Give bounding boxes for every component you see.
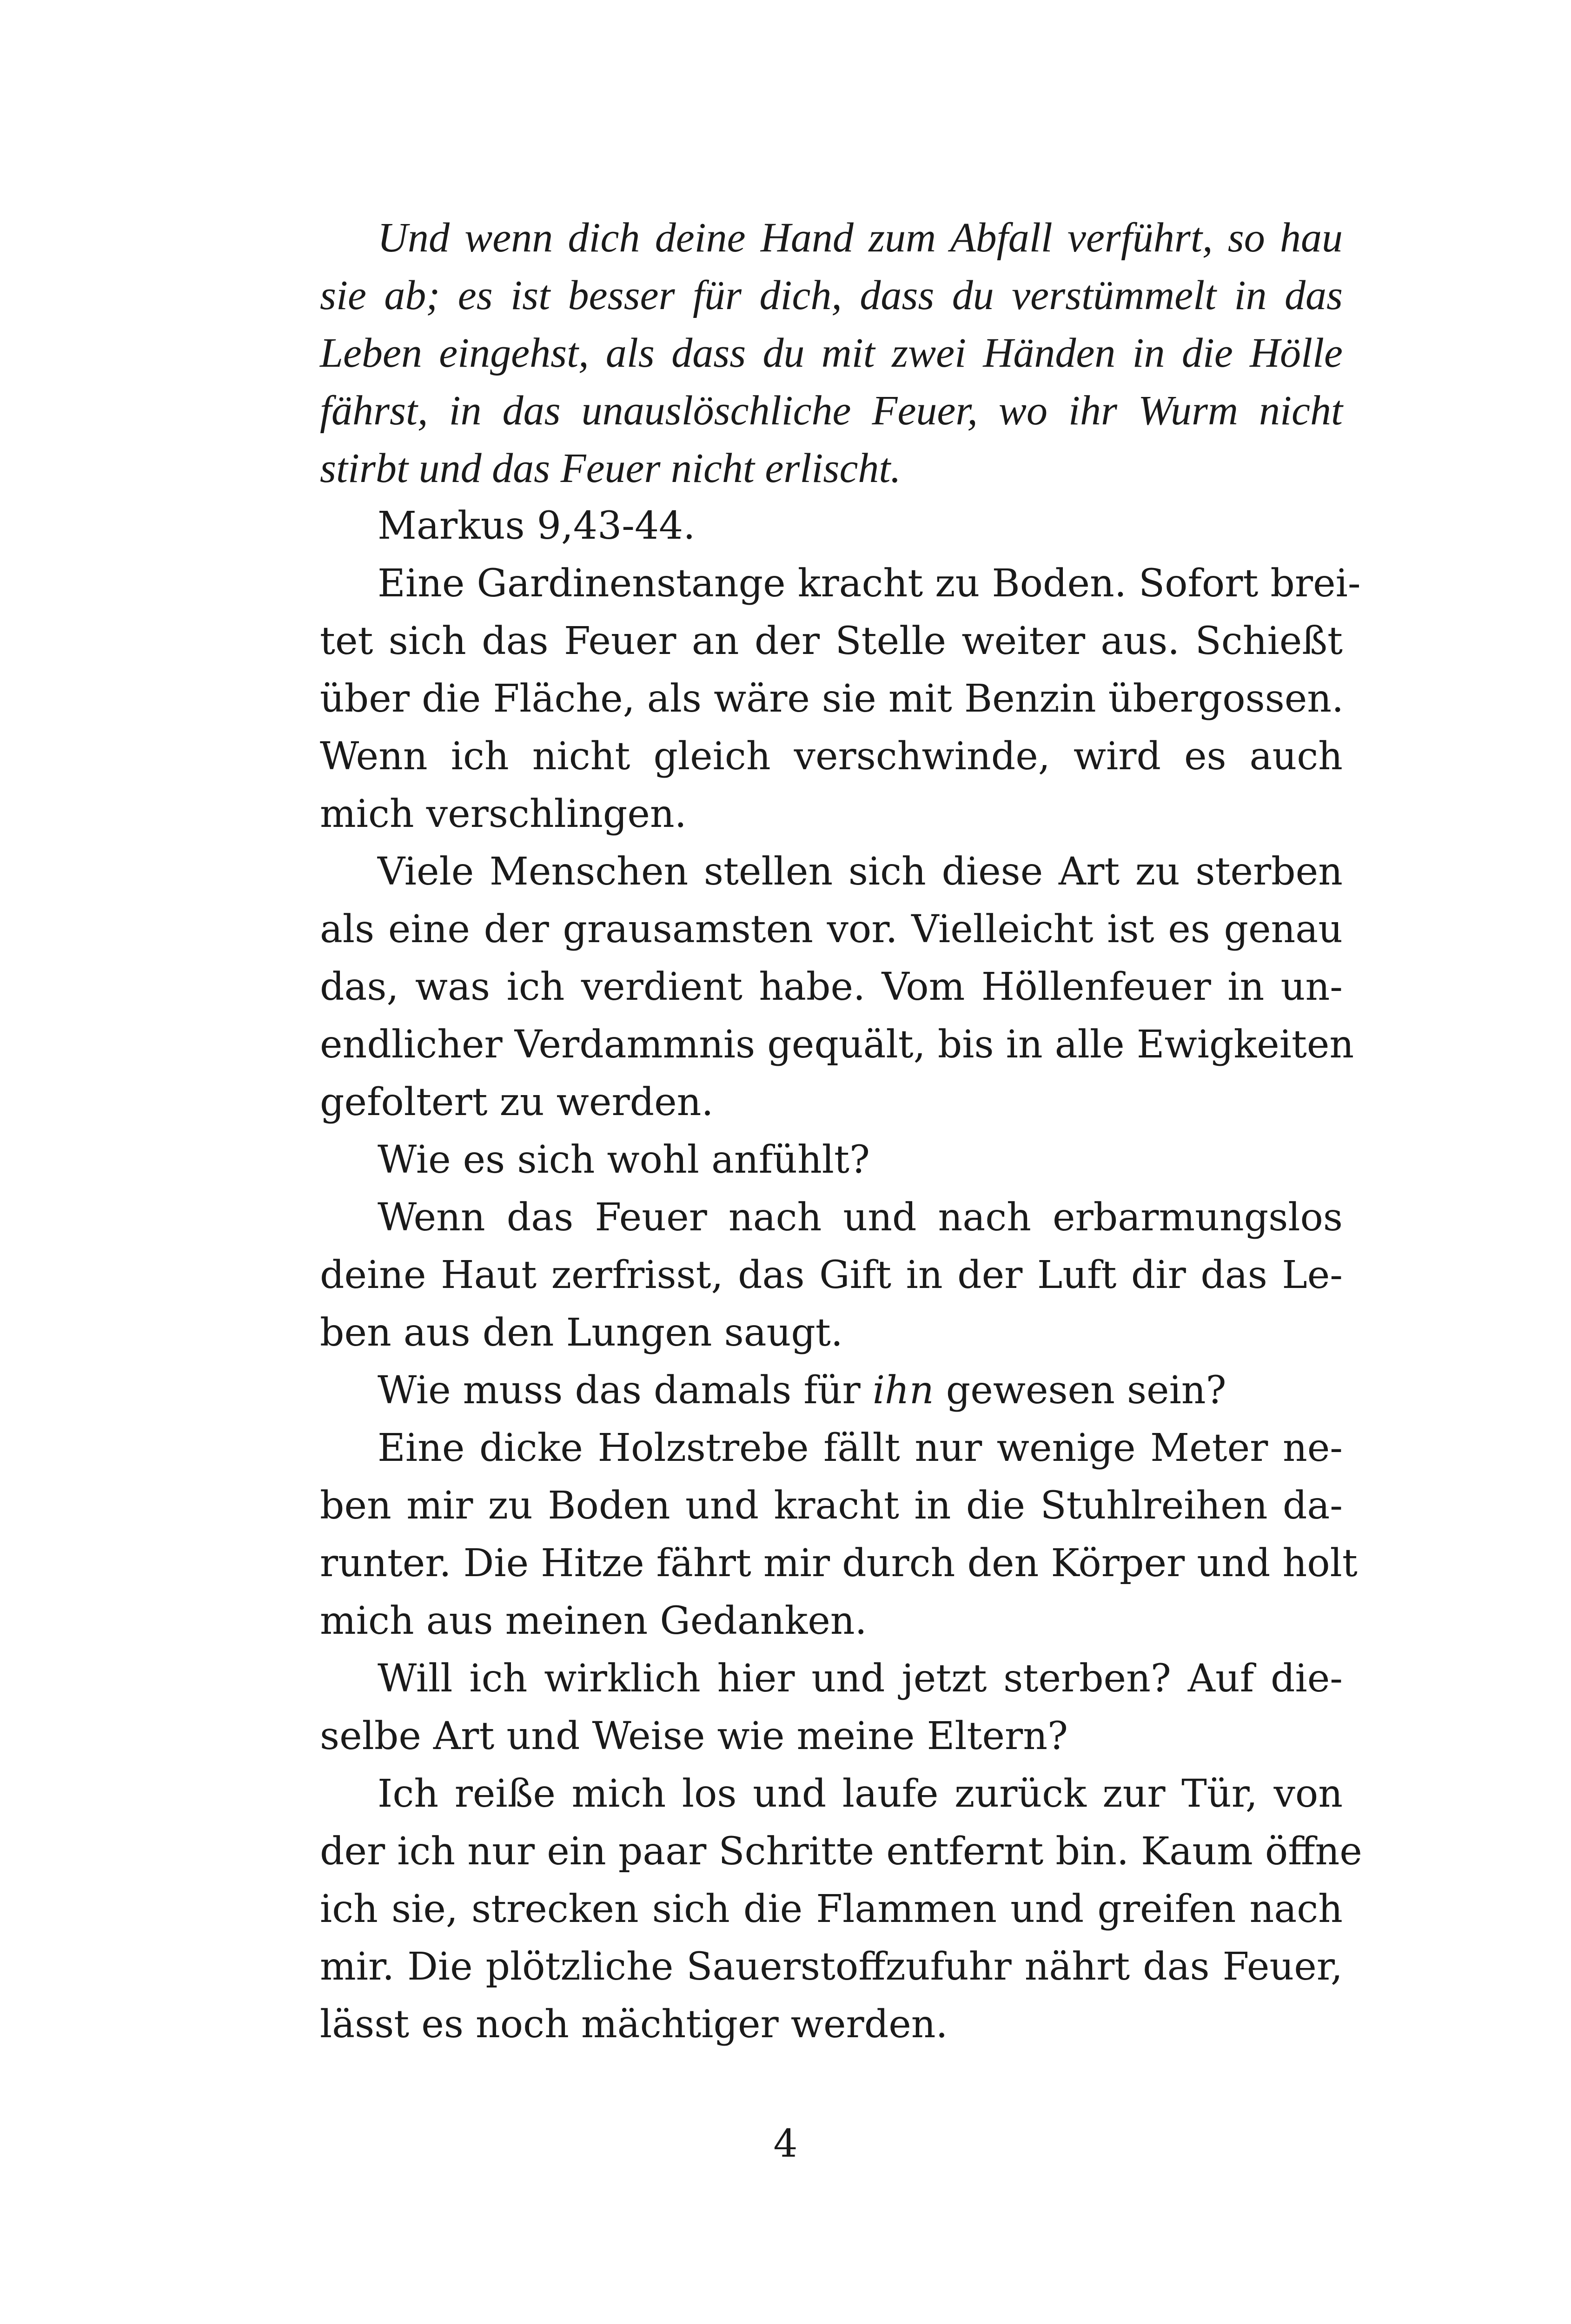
paragraph-4 — [320, 1189, 1343, 1362]
text-line: Wie es sich wohl anfühlt? — [378, 1138, 870, 1182]
text-line: als eine der grausamsten vor. Vielleicht ist es genau — [320, 907, 1343, 951]
text-line: lässt es noch mächtiger werden. — [320, 2002, 948, 2047]
body-text — [320, 209, 1362, 2053]
text-run: gewesen sein? — [934, 1368, 1226, 1413]
text-line: endlicher Verdammnis gequält, bis in alle Ewigkeiten — [320, 1023, 1354, 1067]
paragraph-6 — [320, 1419, 1358, 1650]
epigraph-line: stirbt und das Feuer nicht erlischt. — [320, 445, 901, 491]
text-line: Wenn ich nicht gleich verschwinde, wird es auch — [320, 734, 1343, 779]
paragraph-5 — [320, 1362, 1343, 1419]
text-line: der ich nur ein paar Schritte entfernt bin. Kaum öffne — [320, 1829, 1362, 1874]
text-line: mich verschlingen. — [320, 792, 687, 836]
text-line: Will ich wirklich hier und jetzt sterben? Auf die- — [378, 1657, 1343, 1701]
text-line: Eine dicke Holzstrebe fällt nur wenige Meter ne- — [378, 1426, 1343, 1470]
text-line: Wenn das Feuer nach und nach erbarmungslos — [378, 1195, 1343, 1240]
text-line: Viele Menschen stellen sich diese Art zu sterben — [378, 850, 1343, 894]
epigraph-source — [320, 497, 1343, 555]
text-line: ben mir zu Boden und kracht in die Stuhlreihen da- — [320, 1484, 1343, 1528]
emphasized-word: ihn — [872, 1368, 934, 1413]
text-line: über die Fläche, als wäre sie mit Benzin übergossen. — [320, 677, 1344, 721]
text-line — [320, 1362, 1343, 1419]
text-line: Eine Gardinenstange kracht zu Boden. Sofort brei- — [378, 561, 1361, 606]
paragraph-8 — [320, 1765, 1362, 2053]
epigraph-line: Und wenn dich deine Hand zum Abfall verführt, so hau — [378, 215, 1343, 261]
text-line: Ich reiße mich los und laufe zurück zur Tür, von — [378, 1772, 1343, 1816]
epigraph-source-line: Markus 9,43-44. — [378, 504, 696, 548]
text-line: mich aus meinen Gedanken. — [320, 1599, 867, 1643]
epigraph-line: Leben eingehst, als dass du mit zwei Händen in die Hölle — [320, 330, 1343, 376]
text-line: mir. Die plötzliche Sauerstoffzufuhr nährt das Feuer, — [320, 1945, 1343, 1989]
text-line: ich sie, strecken sich die Flammen und greifen nach — [320, 1887, 1343, 1931]
text-line: runter. Die Hitze fährt mir durch den Körper und holt — [320, 1541, 1358, 1585]
text-line: gefoltert zu werden. — [320, 1080, 714, 1124]
paragraph-7 — [320, 1650, 1343, 1765]
text-line: das, was ich verdient habe. Vom Höllenfeuer in un- — [320, 965, 1343, 1009]
text-line: ben aus den Lungen saugt. — [320, 1311, 843, 1355]
paragraph-1 — [320, 555, 1361, 843]
paragraph-3 — [320, 1131, 1343, 1189]
epigraph-line: sie ab; es ist besser für dich, dass du verstümmelt in das — [320, 272, 1343, 318]
epigraph — [320, 209, 1343, 497]
epigraph-line: fährst, in das unauslöschliche Feuer, wo ihr Wurm nicht — [320, 388, 1343, 434]
paragraph-2 — [320, 843, 1354, 1131]
text-line: deine Haut zerfrisst, das Gift in der Luft dir das Le- — [320, 1253, 1343, 1297]
text-line: tet sich das Feuer an der Stelle weiter aus. Schießt — [320, 619, 1343, 663]
page-number: 4 — [773, 2122, 798, 2166]
text-run: Wie muss das damals für — [378, 1368, 873, 1413]
text-line: selbe Art und Weise wie meine Eltern? — [320, 1714, 1068, 1758]
